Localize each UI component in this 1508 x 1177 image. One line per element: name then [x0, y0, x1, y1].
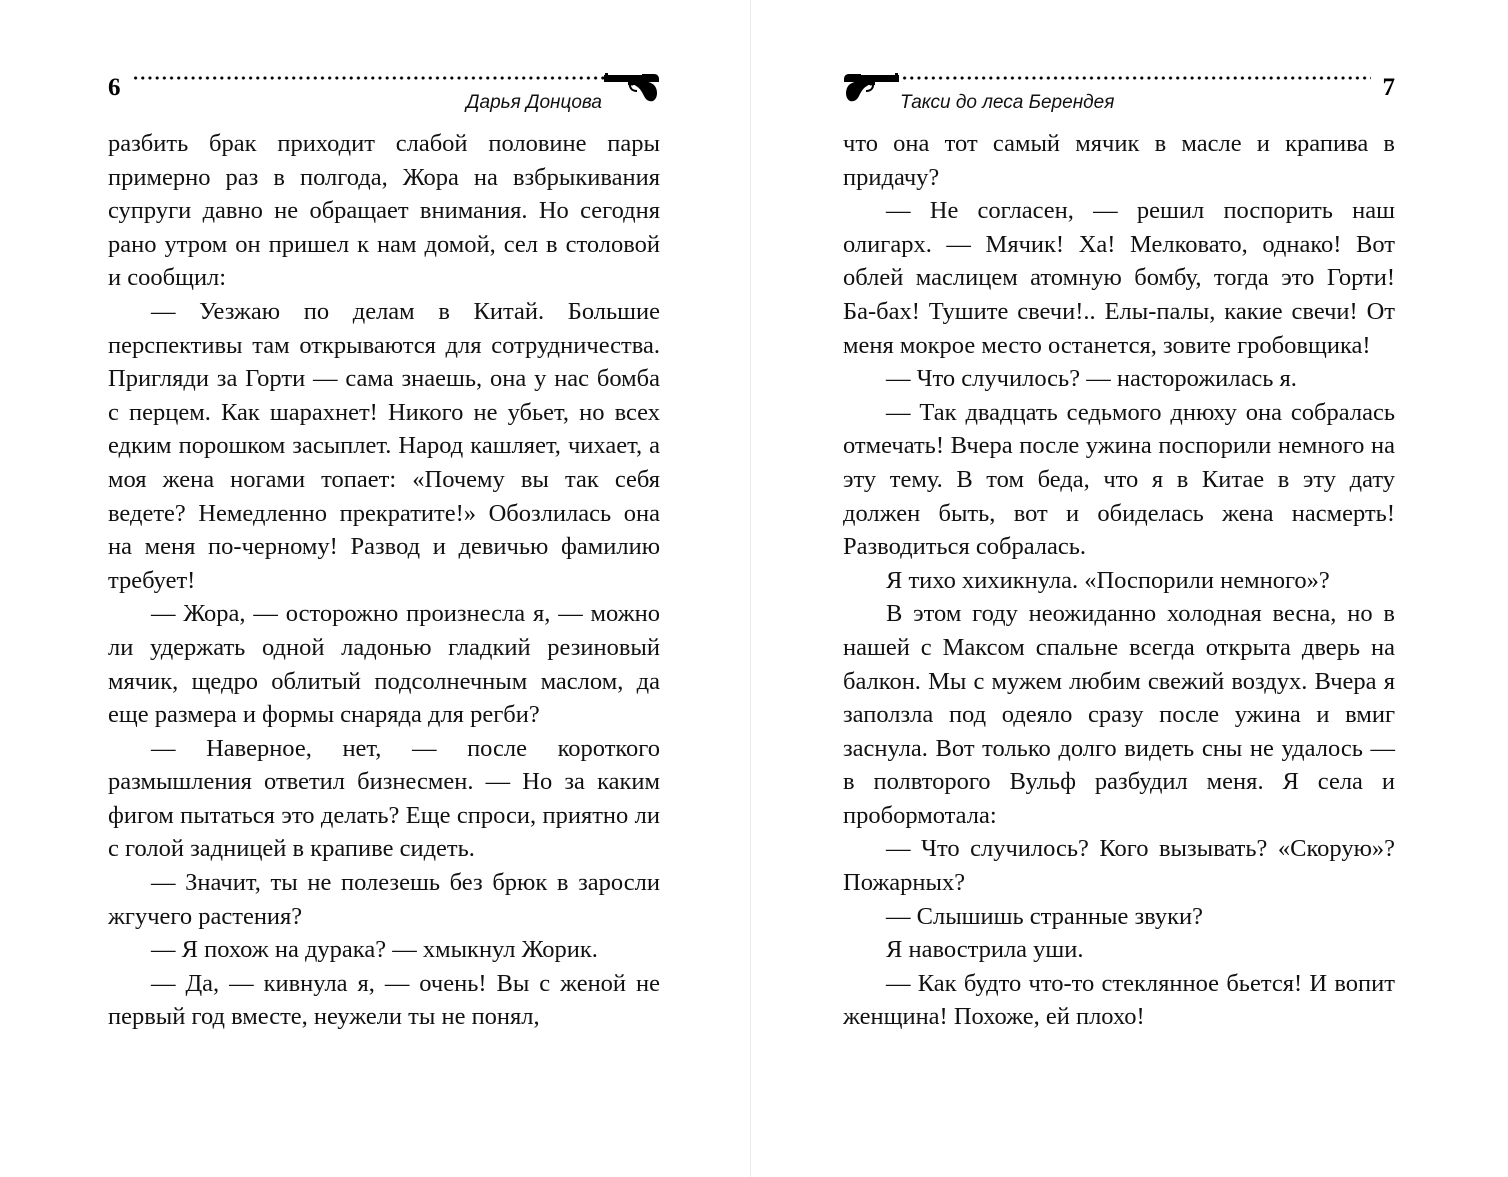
paragraph: — Что случилось? Кого вызывать? «Скорую»? Пожарных? — [843, 835, 1395, 897]
paragraph: Я навострила уши. — [886, 936, 1084, 964]
paragraph: — Не согласен, — решил поспорить наш олигарх. — Мячик! Ха! Мелковато, однако! Вот облей маслицем атомную бомбу, тогда это Горти! Ба-бах! Тушите свечи!.. Елы-палы, какие свечи! От меня мокрое место останется, зовите гробовщика! — [843, 197, 1395, 359]
paragraph: — Как будто что-то стеклянное бьется! И вопит женщина! Похоже, ей плохо! — [843, 969, 1395, 1031]
right-text-block — [843, 127, 1395, 1034]
paragraph: — Что случилось? — насторожилась я. — [886, 365, 1297, 393]
paragraph: — Я похож на дурака? — хмыкнул Жорик. — [151, 936, 598, 964]
paragraph: — Да, — кивнула я, — очень! Вы с женой не первый год вместе, неужели ты не понял, — [108, 969, 660, 1031]
paragraph: — Уезжаю по делам в Китай. Большие перспективы там открываются для сотрудничества. Пригляди за Горти — сама знаешь, она у нас бомба с перцем. Как шарахнет! Никого не убьет, но всех едким порошком засыплет. Народ кашляет, чихает, а моя жена ногами топает: «Почему вы так себя ведете? Немедленно прекратите!» Обозлилась она на меня по-черному! Развод и девичью фамилию требует! — [108, 297, 660, 594]
paragraph: — Значит, ты не полезешь без брюк в заросли жгучего растения? — [108, 869, 660, 930]
paragraph: В этом году неожиданно холодная весна, но в нашей с Максом спальне всегда открыта дверь на балкон. Мы с мужем любим свежий воздух. Вчера я заползла под одеяло сразу после ужина и вмиг заснула. Вот только долго видеть сны не удалось — в полвторого Вульф разбудил меня. Я села и пробормотала: — [843, 600, 1395, 829]
page-gutter — [750, 0, 751, 1177]
right-running-head — [843, 72, 1395, 116]
paragraph: — Слышишь странные звуки? — [886, 902, 1204, 930]
left-page — [108, 0, 660, 1177]
left-running-head-author: Дарья Донцова — [466, 92, 602, 113]
left-text-block — [108, 127, 660, 1034]
paragraph: что она тот самый мячик в масле и крапива в придачу? — [843, 130, 1395, 191]
revolver-icon — [843, 72, 899, 102]
left-page-number: 6 — [108, 74, 121, 101]
paragraph: — Наверное, нет, — после короткого размышления ответил бизнесмен. — Но за каким фигом пытаться это делать? Еще спроси, приятно ли с голой задницей в крапиве сидеть. — [108, 734, 660, 863]
left-running-head — [108, 72, 660, 116]
paragraph: — Так двадцать седьмого днюху она собралась отмечать! Вчера после ужина поспорили немного на эту тему. В том беда, что я в Китае в эту дату должен быть, вот и обиделась жена насмерть! Разводиться собралась. — [843, 398, 1395, 561]
right-dotted-rule — [901, 76, 1371, 80]
paragraph: — Жора, — осторожно произнесла я, — можно ли удержать одной ладонью гладкий резиновый мячик, щедро облитый подсолнечным маслом, да еще размера и формы снаряда для регби? — [108, 600, 660, 729]
paragraph: Я тихо хихикнула. «Поспорили немного»? — [886, 566, 1330, 594]
right-running-head-title: Такси до леса Берендея — [900, 92, 1115, 113]
paragraph: разбить брак приходит слабой половине пары примерно раз в полгода, Жора на взбрыкивания супруги давно не обращает внимания. Но сегодня рано утром он пришел к нам домой, сел в столовой и сообщил: — [108, 130, 660, 292]
revolver-icon — [604, 72, 660, 102]
right-page-number: 7 — [1382, 74, 1395, 101]
right-page — [843, 0, 1395, 1177]
left-dotted-rule — [132, 76, 618, 80]
